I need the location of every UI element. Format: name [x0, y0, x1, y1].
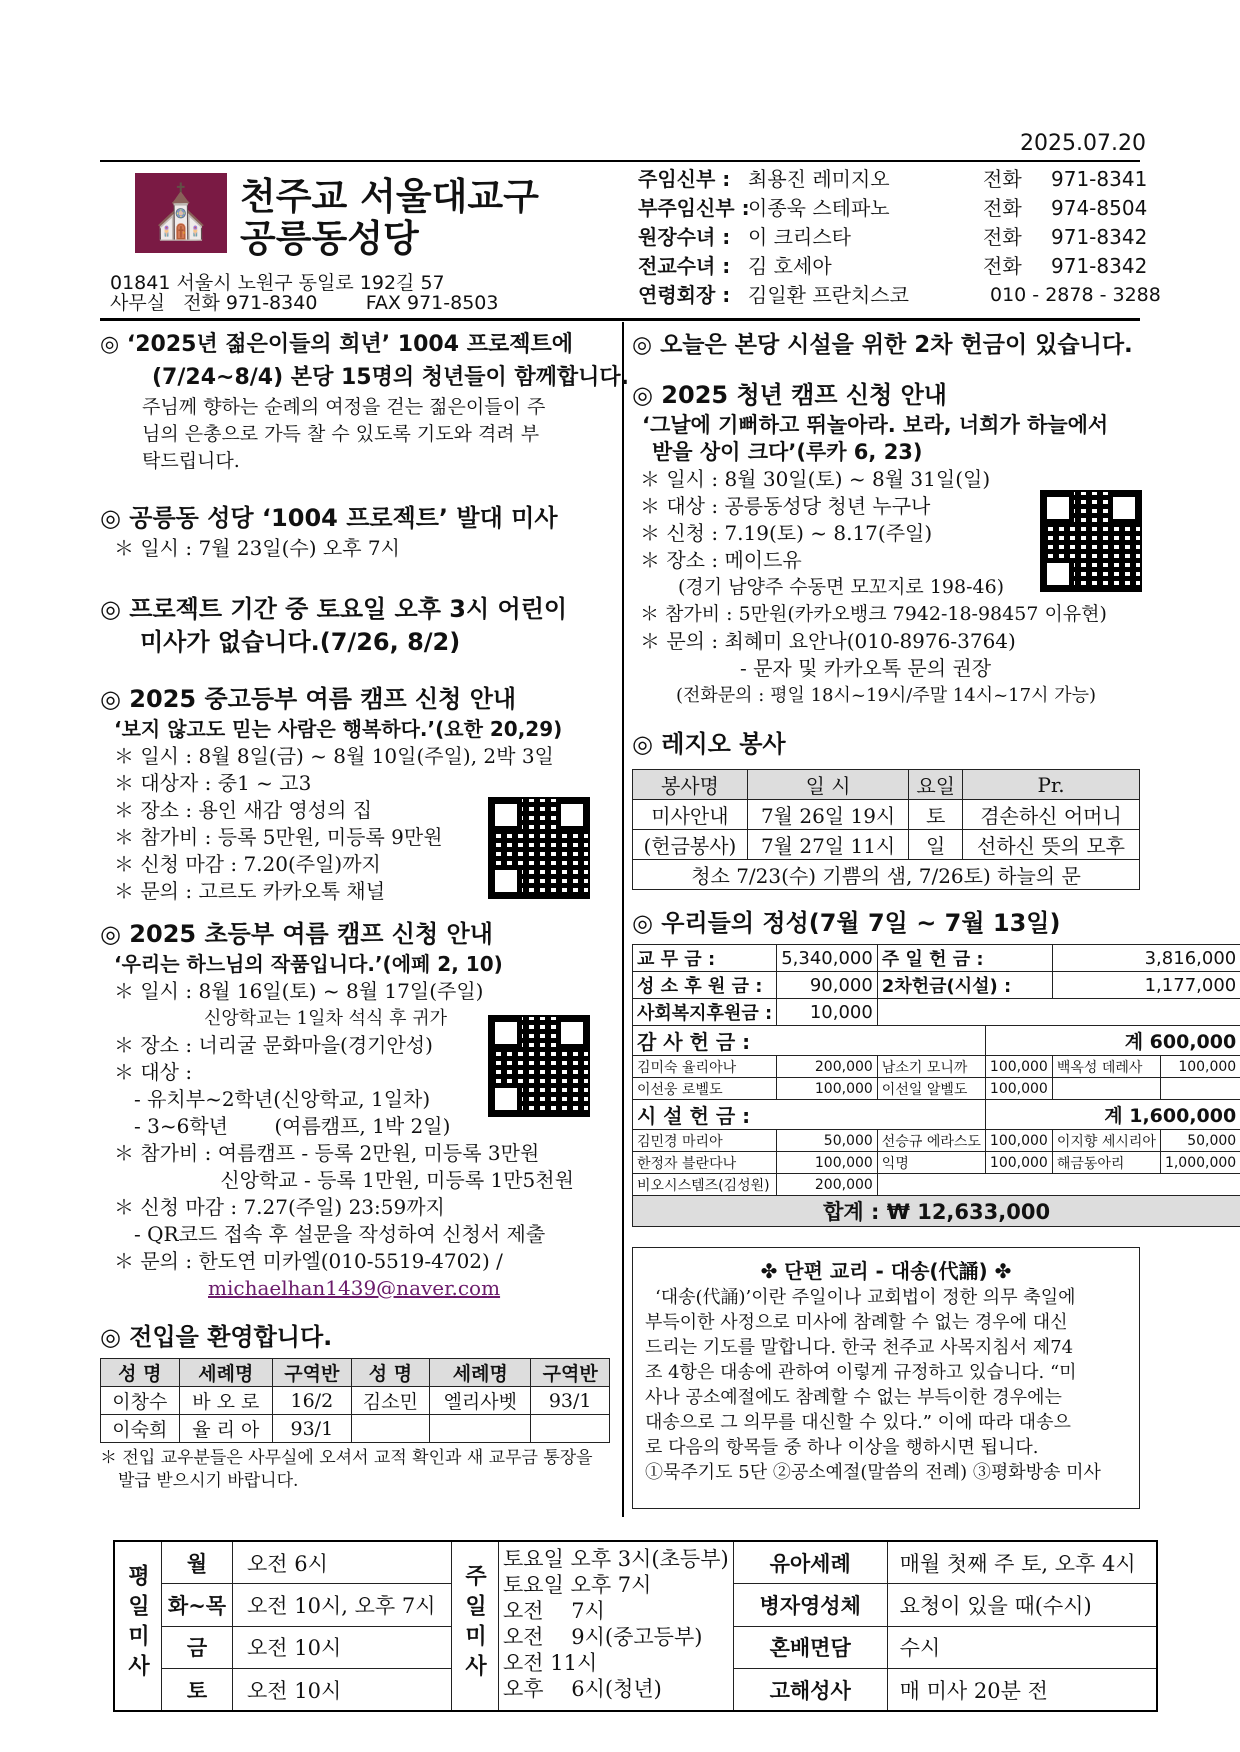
no-children-mass-heading-2: 미사가 없습니다.(7/26, 8/2): [140, 628, 461, 656]
donor-amount: 100,000: [985, 1056, 1052, 1078]
thanks-offering-label: 감 사 헌 금 :: [633, 1026, 986, 1056]
empty-cell: [877, 1174, 1240, 1196]
doctrine-line: ‘대송(代誦)’이란 주일이나 교회법이 정한 의무 축일에: [655, 1287, 1076, 1308]
transfer-note: ＊ 전입 교우분들은 사무실에 오셔서 교적 확인과 새 교무금 통장을: [100, 1448, 593, 1468]
donor-amount: 100,000: [777, 1078, 878, 1100]
camp-item: - 3~6학년 (여름캠프, 1박 2일): [114, 1114, 451, 1138]
offering-value: 5,340,000: [777, 945, 878, 972]
launch-mass-heading: ◎ 공릉동 성당 ‘1004 프로젝트’ 발대 미사: [100, 501, 610, 535]
empty-cell: [877, 999, 1240, 1026]
service-time: 요청이 있을 때(수시): [887, 1584, 1157, 1627]
service-label: 병자영성체: [733, 1584, 887, 1627]
donor-amount: 100,000: [777, 1152, 878, 1174]
middle-high-camp-quote: ‘보지 않고도 믿는 사람은 행복하다.’(요한 20,29): [114, 717, 563, 741]
header-bottom-rule: [100, 318, 1140, 321]
donor-amount: 200,000: [777, 1174, 878, 1196]
donor-amount: 200,000: [777, 1056, 878, 1078]
archdiocese-title: 천주교 서울대교구: [240, 175, 539, 218]
thanks-offering-total: 계 600,000: [985, 1026, 1240, 1056]
sunday-mass-time: 오전 7시: [503, 1599, 605, 1623]
youth-project-heading: ◎ ‘2025년 젊은이들의 희년’ 1004 프로젝트에: [100, 328, 610, 362]
table-cell: 김소민: [351, 1387, 430, 1415]
camp-item: ＊ 문의 : 최혜미 요안나(010-8976-3764): [640, 629, 1016, 653]
donor-name: 김미숙 율리아나: [633, 1056, 777, 1078]
weekday-day: 월: [162, 1541, 233, 1584]
weekday-day: 금: [162, 1626, 233, 1669]
table-row: [633, 1196, 1240, 1227]
doctrine-line: 조 4항은 대송에 관하여 이렇게 규정하고 있습니다. “미: [645, 1362, 1077, 1383]
young-adult-camp-quote: ‘그날에 기뻐하고 뛰놀아라. 보라, 너희가 하늘에서: [642, 413, 1109, 437]
office-phone: 전화 971-8340: [183, 292, 318, 314]
table-row: [633, 800, 1140, 830]
offering-label: 사회복지후원금 :: [633, 999, 777, 1026]
no-children-mass-heading: ◎ 프로젝트 기간 중 토요일 오후 3시 어린이: [100, 592, 610, 626]
camp-item: 신앙학교는 1일차 석식 후 귀가: [114, 1008, 447, 1029]
offering-value: 1,177,000: [1052, 972, 1240, 999]
camp-item: ＊ 신청 마감 : 7.20(주일)까지: [114, 852, 381, 876]
table-cell: 7월 27일 11시: [747, 830, 909, 860]
service-label: 고해성사: [733, 1669, 887, 1712]
table-cell: 토: [909, 800, 963, 830]
staff-tel: 010 - 2878 - 3288: [990, 284, 1161, 306]
service-label: 혼배면담: [733, 1626, 887, 1669]
offering-label: 성 소 후 원 금 :: [633, 972, 777, 999]
table-row: [633, 945, 1240, 972]
table-row: [633, 1026, 1240, 1056]
donor-amount: 100,000: [985, 1078, 1052, 1100]
donor-amount: 1,000,000: [1160, 1152, 1240, 1174]
staff-tel: 971-8341: [1051, 167, 1148, 191]
tel-label: 전화: [983, 254, 1022, 278]
staff-name: 이 크리스타: [748, 225, 851, 249]
doctrine-line: 드리는 기도를 말합니다. 한국 천주교 사목지침서 제74: [645, 1337, 1074, 1358]
doctrine-title: ✤ 단편 교리 - 대송(代誦) ✤: [760, 1259, 1012, 1283]
church-icon: ⛪: [148, 183, 214, 243]
camp-item: ＊ 일시 : 8월 16일(토) ~ 8월 17일(주일): [114, 979, 484, 1003]
camp-item: ＊ 장소 : 너리굴 문화마을(경기안성): [114, 1033, 433, 1057]
table-cell: 겸손하신 어머니: [963, 800, 1140, 830]
table-cell: 이숙희: [101, 1415, 180, 1443]
camp-item: ＊ 일시 : 8월 8일(금) ~ 8월 10일(주일), 2박 3일: [114, 744, 554, 768]
table-row: [633, 1100, 1240, 1130]
camp-item: (전화문의 : 평일 18시~19시/주말 14시~17시 가능): [640, 685, 1096, 706]
doctrine-line: ①묵주기도 5단 ②공소예절(말씀의 전례) ③평화방송 미사: [645, 1462, 1101, 1483]
camp-item: ＊ 대상 : 공릉동성당 청년 누구나: [640, 494, 931, 518]
donor-amount: 50,000: [777, 1130, 878, 1152]
table-row: [633, 1174, 1240, 1196]
donor-name: 한정자 블란다나: [633, 1152, 777, 1174]
donor-name: 익명: [877, 1152, 985, 1174]
doctrine-line: 부득이한 사정으로 미사에 참례할 수 없는 경우에 대신: [645, 1312, 1068, 1333]
middle-high-camp-heading: ◎ 2025 중고등부 여름 캠프 신청 안내: [100, 682, 610, 716]
young-adult-camp-heading: ◎ 2025 청년 캠프 신청 안내: [632, 378, 1142, 412]
offering-value: 10,000: [777, 999, 878, 1026]
sunday-mass-times: [499, 1541, 734, 1711]
donor-name: 이선웅 로벨도: [633, 1078, 777, 1100]
donor-name: 비오시스템즈(김성원): [633, 1174, 777, 1196]
qr-code-icon[interactable]: [488, 797, 590, 899]
column-header: 구역반: [531, 1359, 610, 1387]
staff-name: 김 호세아: [748, 254, 832, 278]
weekday-time: 오전 10시, 오후 7시: [233, 1584, 452, 1627]
table-row: [101, 1415, 610, 1443]
sunday-mass-time: 토요일 오후 3시(초등부): [503, 1547, 729, 1571]
staff-row: [638, 195, 1148, 224]
table-cell: 16/2: [273, 1387, 352, 1415]
camp-item: ＊ 장소 : 메이드유: [640, 548, 802, 572]
column-divider: [622, 322, 624, 1517]
table-row: [633, 999, 1240, 1026]
weekday-mass-label: [114, 1541, 162, 1711]
youth-project-text: 주님께 향하는 순례의 여정을 걷는 젊은이들이 주: [142, 396, 546, 418]
launch-mass-item: ＊ 일시 : 7월 23일(수) 오후 7시: [114, 536, 400, 560]
table-header-row: [101, 1359, 610, 1387]
weekday-day: 토: [162, 1669, 233, 1712]
doctrine-line: 사나 공소예절에도 참례할 수 없는 부득이한 경우에는: [645, 1387, 1062, 1408]
staff-name: 이종욱 스테파노: [748, 196, 890, 220]
column-header: 요일: [909, 770, 963, 800]
staff-tel: 974-8504: [1051, 196, 1148, 220]
qr-code-icon[interactable]: [1040, 490, 1142, 592]
donor-name: [1052, 1078, 1160, 1100]
camp-item: ＊ 장소 : 용인 새감 영성의 집: [114, 798, 373, 822]
sunday-mass-text: 주일미사: [461, 1563, 488, 1684]
table-cell: 바 오 로: [179, 1387, 272, 1415]
donor-name: 김민경 마리아: [633, 1130, 777, 1152]
donor-amount: [1160, 1078, 1240, 1100]
service-time: 매월 첫째 주 토, 오후 4시: [887, 1541, 1157, 1584]
camp-item: ＊ 대상 :: [114, 1060, 193, 1084]
qr-code-icon[interactable]: [488, 1015, 590, 1117]
camp-item: ＊ 참가비 : 5만원(카카오뱅크 7942-18-98457 이유현): [640, 603, 1107, 625]
staff-tel: 971-8342: [1051, 225, 1148, 249]
donor-amount: 50,000: [1160, 1130, 1240, 1152]
tel-label: 전화: [983, 196, 1022, 220]
contact-email-link[interactable]: michaelhan1439@naver.com: [208, 1276, 501, 1300]
legio-heading: ◎ 레지오 봉사: [632, 727, 1142, 761]
offering-label: 주 일 헌 금 :: [877, 945, 1052, 972]
camp-item: ＊ 신청 : 7.19(토) ~ 8.17(주일): [640, 521, 933, 545]
doctrine-box: [632, 1247, 1140, 1509]
column-header: 일 시: [747, 770, 909, 800]
table-row: [101, 1387, 610, 1415]
staff-role: 부주임신부 :: [638, 196, 750, 220]
staff-row: [638, 282, 1161, 311]
staff-row: [638, 253, 1148, 282]
welcome-heading: ◎ 전입을 환영합니다.: [100, 1320, 610, 1354]
header-top-rule: [100, 160, 1140, 162]
offering-label: 2차헌금(시설) :: [877, 972, 1052, 999]
camp-item: ＊ 일시 : 8월 30일(토) ~ 8월 31일(일): [640, 467, 991, 491]
offerings-heading: ◎ 우리들의 정성(7월 7일 ~ 7월 13일): [632, 906, 1142, 940]
service-time: 수시: [887, 1626, 1157, 1669]
table-cell: 엘리사벳: [430, 1387, 531, 1415]
offerings-total: 합계 : ₩ 12,633,000: [633, 1196, 1240, 1227]
camp-item: ＊ 참가비 : 여름캠프 - 등록 2만원, 미등록 3만원: [114, 1141, 540, 1165]
donor-name: 선승규 에라스도: [877, 1130, 985, 1152]
bulletin-date: 2025.07.20: [1020, 131, 1146, 156]
weekday-time: 오전 10시: [233, 1669, 452, 1712]
table-cell: 93/1: [273, 1415, 352, 1443]
youth-project-heading-2: (7/24~8/4) 본당 15명의 청년들이 함께합니다.: [152, 365, 630, 390]
camp-item: ＊ 참가비 : 등록 5만원, 미등록 9만원: [114, 825, 443, 849]
column-header: 세례명: [179, 1359, 272, 1387]
camp-item: - 유치부~2학년(신앙학교, 1일차): [114, 1087, 431, 1111]
weekday-day: 화~목: [162, 1584, 233, 1627]
table-cell: 선하신 뜻의 모후: [963, 830, 1140, 860]
camp-item: ＊ 문의 : 한도연 미카엘(010-5519-4702) /: [114, 1249, 503, 1273]
address: 01841 서울시 노원구 동일로 192길 57: [110, 272, 445, 294]
staff-role: 연령회장 :: [638, 283, 731, 307]
staff-role: 원장수녀 :: [638, 225, 731, 249]
office-label: 사무실: [110, 292, 166, 314]
sunday-mass-time: 오전 9시(중고등부): [503, 1625, 703, 1649]
table-row: [633, 1078, 1240, 1100]
table-cell: 7월 26일 19시: [747, 800, 909, 830]
table-row: [633, 972, 1240, 999]
donor-name: 이지향 세시리아: [1052, 1130, 1160, 1152]
donor-amount: 100,000: [985, 1130, 1052, 1152]
legio-table: [632, 769, 1140, 890]
office-fax: FAX 971-8503: [365, 292, 499, 314]
table-cell: 93/1: [531, 1387, 610, 1415]
schedule-row: [114, 1541, 1157, 1584]
staff-name: 최용진 레미지오: [748, 167, 890, 191]
table-cell: (헌금봉사): [633, 830, 748, 860]
column-header: 성 명: [351, 1359, 430, 1387]
table-row: [633, 1130, 1240, 1152]
service-time: 매 미사 20분 전: [887, 1669, 1157, 1712]
staff-tel: 971-8342: [1051, 254, 1148, 278]
staff-name: 김일환 프란치스코: [748, 283, 909, 307]
church-logo: [135, 173, 227, 253]
staff-list: [638, 166, 1161, 311]
staff-role: 전교수녀 :: [638, 254, 731, 278]
doctrine-line: 대송으로 그 의무를 대신할 수 있다.” 이에 따라 대송으: [645, 1412, 1071, 1433]
new-parishioners-table: [100, 1358, 610, 1443]
weekday-time: 오전 6시: [233, 1541, 452, 1584]
doctrine-line: 로 다음의 항목들 중 하나 이상을 행하시면 됩니다.: [645, 1437, 1039, 1458]
table-row: [633, 830, 1140, 860]
facility-offering-label: 시 설 헌 금 :: [633, 1100, 986, 1130]
table-row: [633, 860, 1140, 890]
column-header: 성 명: [101, 1359, 180, 1387]
donor-name: 남소기 모니까: [877, 1056, 985, 1078]
column-header: 봉사명: [633, 770, 748, 800]
donor-name: 해금동아리: [1052, 1152, 1160, 1174]
tel-label: 전화: [983, 225, 1022, 249]
office-contact: [110, 290, 498, 317]
staff-row: [638, 224, 1148, 253]
table-cell: 일: [909, 830, 963, 860]
sunday-mass-time: 토요일 오후 7시: [503, 1573, 652, 1597]
column-header: Pr.: [963, 770, 1140, 800]
offering-value: 90,000: [777, 972, 878, 999]
donor-name: 백옥성 데레사: [1052, 1056, 1160, 1078]
offering-label: 교 무 금 :: [633, 945, 777, 972]
donor-amount: 100,000: [985, 1152, 1052, 1174]
table-cell: 율 리 아: [179, 1415, 272, 1443]
camp-item: ＊ 신청 마감 : 7.27(주일) 23:59까지: [114, 1195, 445, 1219]
camp-item: ＊ 대상자 : 중1 ~ 고3: [114, 771, 312, 795]
service-label: 유아세례: [733, 1541, 887, 1584]
table-row: [633, 1056, 1240, 1078]
elementary-camp-quote: ‘우리는 하느님의 작품입니다.’(에페 2, 10): [114, 952, 503, 976]
sunday-mass-time: 오후 6시(청년): [503, 1677, 662, 1701]
camp-item: ＊ 문의 : 고르도 카카오톡 채널: [114, 879, 386, 903]
sunday-mass-label: [452, 1541, 499, 1711]
facility-offering-total: 계 1,600,000: [985, 1100, 1240, 1130]
table-cell: 이창수: [101, 1387, 180, 1415]
table-row: [633, 1152, 1240, 1174]
mass-schedule-table: [113, 1540, 1158, 1712]
staff-row: [638, 166, 1148, 195]
youth-project-text: 탁드립니다.: [142, 450, 240, 472]
camp-item: 신앙학교 - 등록 1만원, 미등록 1만5천원: [114, 1168, 574, 1192]
donor-name: 이선일 알벨도: [877, 1078, 985, 1100]
column-header: 구역반: [273, 1359, 352, 1387]
elementary-camp-heading: ◎ 2025 초등부 여름 캠프 신청 안내: [100, 917, 610, 951]
left-column: [100, 328, 630, 1493]
offering-value: 3,816,000: [1052, 945, 1240, 972]
parish-title: 공릉동성당: [240, 217, 419, 260]
sunday-mass-time: 오전 11시: [503, 1651, 598, 1675]
table-cell: [430, 1415, 531, 1443]
staff-role: 주임신부 :: [638, 167, 731, 191]
table-cell: 미사안내: [633, 800, 748, 830]
donor-amount: 100,000: [1160, 1056, 1240, 1078]
weekday-time: 오전 10시: [233, 1626, 452, 1669]
transfer-note: 발급 받으시기 바랍니다.: [118, 1471, 299, 1491]
cleaning-note: 청소 7/23(수) 기쁨의 샘, 7/26토) 하늘의 문: [633, 860, 1140, 890]
second-collection-heading: ◎ 오늘은 본당 시설을 위한 2차 헌금이 있습니다.: [632, 328, 1142, 362]
youth-project-text: 님의 은총으로 가득 찰 수 있도록 기도와 격려 부: [142, 423, 540, 445]
tel-label: 전화: [983, 167, 1022, 191]
table-cell: [531, 1415, 610, 1443]
camp-item: (경기 남양주 수동면 모꼬지로 198-46): [640, 576, 1005, 598]
weekday-mass-text: 평일미사: [124, 1563, 151, 1684]
camp-item: - QR코드 접속 후 설문을 작성하여 신청서 제출: [114, 1222, 546, 1246]
offerings-table: [632, 944, 1240, 1227]
table-header-row: [633, 770, 1140, 800]
table-cell: [351, 1415, 430, 1443]
young-adult-camp-quote: 받을 상이 크다’(루카 6, 23): [652, 440, 923, 464]
camp-item: - 문자 및 카카오톡 문의 권장: [640, 656, 992, 680]
column-header: 세례명: [430, 1359, 531, 1387]
